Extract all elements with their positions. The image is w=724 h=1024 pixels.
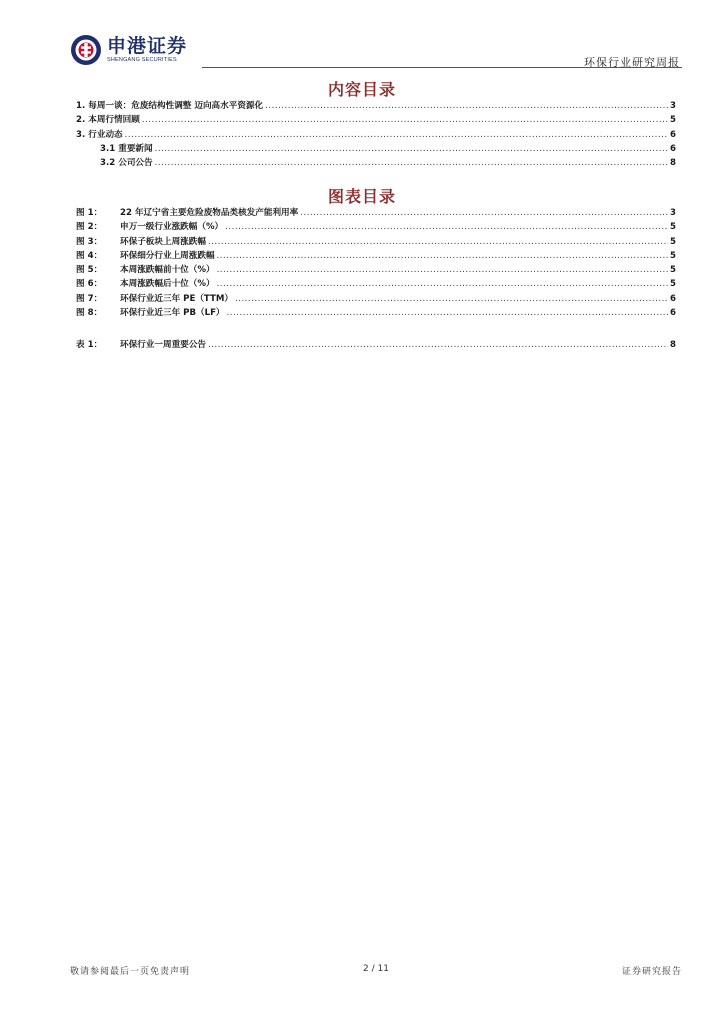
toc-entry-page: 6 — [670, 129, 676, 140]
table-list — [76, 338, 676, 352]
report-category: 证券研究报告 — [621, 967, 682, 977]
company-logo — [70, 34, 187, 66]
toc-subentry[interactable] — [76, 156, 676, 170]
dot-leader — [217, 251, 668, 261]
figure-entry[interactable] — [76, 277, 676, 291]
figure-list — [76, 206, 676, 320]
figure-entry-text: 申万一级行业涨跌幅（%） — [120, 222, 224, 233]
figure-entry-text: 环保细分行业上周涨跌幅 — [120, 250, 215, 261]
dot-leader — [125, 130, 668, 140]
figure-entry[interactable] — [76, 292, 676, 306]
figure-entry-page: 5 — [670, 265, 676, 276]
figure-entry-label: 图 3： — [76, 236, 103, 247]
shengang-securities-logo-icon — [70, 34, 102, 66]
header-divider — [202, 67, 682, 68]
figure-entry-text: 22 年辽宁省主要危险废物品类核发产能利用率 — [120, 208, 299, 218]
toc-entry-page: 8 — [670, 158, 676, 169]
figure-entry-label: 图 7： — [76, 293, 103, 304]
figure-entry-text: 本周涨跌幅后十位（%） — [120, 279, 215, 290]
toc-entry-number: 3.1 — [100, 143, 116, 154]
dot-leader — [217, 265, 668, 275]
figure-entry-text: 环保行业近三年 PB（LF） — [120, 308, 225, 319]
figures-title: 图表目录 — [327, 187, 396, 206]
dot-leader — [208, 237, 668, 247]
dot-leader — [155, 144, 668, 154]
table-entry-page: 8 — [670, 340, 676, 350]
figure-entry[interactable] — [76, 263, 676, 277]
toc-entry-page: 5 — [670, 115, 676, 126]
toc-entry-text: 行业动态 — [88, 129, 123, 140]
toc-entry-number: 3. — [76, 129, 86, 140]
dot-leader — [225, 222, 668, 232]
logo-name-cn: 申港证券 — [107, 35, 188, 57]
figure-entry[interactable] — [76, 235, 676, 249]
table-entry-text: 环保行业一周重要公告 — [120, 340, 206, 350]
figure-entry-text: 本周涨跌幅前十位（%） — [120, 265, 215, 276]
table-entry-label: 表 1： — [76, 340, 103, 350]
toc-entry[interactable] — [76, 99, 676, 113]
toc-title: 内容目录 — [327, 80, 396, 99]
figure-entry-page: 5 — [670, 250, 676, 261]
report-type: 环保行业研究周报 — [584, 56, 680, 69]
figure-entry-label: 图 8： — [76, 308, 103, 319]
toc-entry-number: 3.2 — [100, 158, 116, 169]
toc-subentry[interactable] — [76, 142, 676, 156]
dot-leader — [208, 340, 668, 350]
figure-entry-page: 5 — [670, 279, 676, 290]
toc-list — [76, 99, 676, 170]
toc-entry[interactable] — [76, 113, 676, 127]
table-entry[interactable] — [76, 338, 676, 352]
figure-entry-label: 图 5： — [76, 265, 103, 276]
figure-entry-page: 5 — [670, 236, 676, 247]
toc-entry-page: 3 — [670, 101, 676, 111]
toc-entry-text: 本周行情回顾 — [88, 115, 140, 126]
figure-entry[interactable] — [76, 220, 676, 234]
dot-leader — [217, 279, 668, 289]
logo-name-en: SHENGANG SECURITIES — [107, 57, 177, 63]
figure-entry-label: 图 6： — [76, 279, 103, 290]
toc-entry-text: 每周一谈：危废结构性调整 迈向高水平资源化 — [88, 101, 264, 111]
figure-entry-label: 图 4： — [76, 250, 103, 261]
dot-leader — [300, 208, 668, 218]
figure-entry-page: 6 — [670, 293, 676, 304]
figure-entry-text: 环保子板块上周涨跌幅 — [120, 236, 206, 247]
figure-entry[interactable] — [76, 306, 676, 320]
page-footer — [70, 964, 682, 978]
figure-entry[interactable] — [76, 249, 676, 263]
toc-entry[interactable] — [76, 128, 676, 142]
figure-entry-label: 图 1： — [76, 208, 103, 218]
figure-entry-page: 6 — [670, 308, 676, 319]
dot-leader — [265, 101, 668, 111]
toc-entry-text: 公司公告 — [118, 158, 153, 169]
disclaimer-note: 敬请参阅最后一页免责声明 — [70, 967, 191, 977]
figure-entry-label: 图 2： — [76, 222, 103, 233]
toc-entry-page: 6 — [670, 143, 676, 154]
page-header — [70, 34, 682, 70]
page-number: 2 / 11 — [363, 964, 389, 974]
figure-entry-page: 3 — [670, 208, 676, 218]
toc-entry-number: 2. — [76, 115, 86, 126]
toc-entry-text: 重要新闻 — [118, 143, 153, 154]
toc-entry-number: 1. — [76, 101, 86, 111]
figure-entry[interactable] — [76, 206, 676, 220]
dot-leader — [235, 294, 668, 304]
dot-leader — [142, 115, 668, 125]
dot-leader — [155, 158, 668, 168]
dot-leader — [227, 308, 668, 318]
figure-entry-text: 环保行业近三年 PE（TTM） — [120, 293, 233, 304]
figure-entry-page: 5 — [670, 222, 676, 233]
